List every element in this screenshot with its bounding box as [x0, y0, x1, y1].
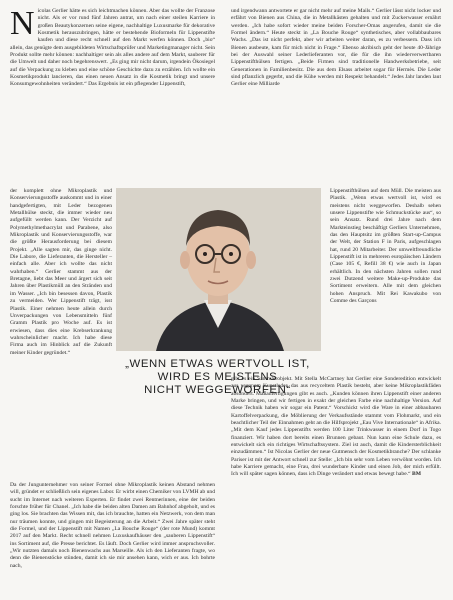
article-column-right-top: [231, 8, 441, 89]
article-column-left-top: [10, 5, 215, 89]
article-column-left-bottom: [10, 482, 215, 570]
article-text: der komplett ohne Mikroplastik und Konservierungsstoffe auskommt und in einer handgefertigten, mit Leder bezogenen Metallhülse steckt, die immer wieder neu aufgefüllt werden kann. Der Verzicht auf Polymethylmethacrylat und Parabene, also Mikroplastik und Konservierungsstoffe, war die größte Herausforderung bei diesem Projekt. „Alle sagten mir, das ginge nicht. Die Labore, die Lieferanten, die Hersteller – einfach alle. Aber ich wollte das nicht wahrhaben.“ Gerlier stammt aus der Bretagne, liebt das Meer und ärgert sich seit Jahren über Plastikmüll an den Stränden und im Wasser. „Ich bin besessen davon, Plastik zu vermeiden. Wer Lippenstift trägt, isst Plastik. Einer nehmen heute allein durch Unverpackungen von Lebensmitteln fünf Gramm Plastik pro Woche auf. Es ist erwiesen, dass dies eine Krebserkrankung wahrscheinlicher macht. Ich habe diese Firma auch im Hinblick auf die Zukunft meiner Kinder gegründet.“: [10, 188, 112, 356]
portrait-illustration: [116, 188, 321, 351]
article-paragraph: [10, 5, 215, 89]
author-signoff: BM: [411, 471, 421, 478]
article-text: und irgendwann antwortete er gar nicht mehr auf meine Mails.“ Gerlier lässt nicht locker und erfährt von Bienen aus China, die in Metallkästen gehalten und mit Zuckerwasser ernährt werden. „Ich habe sofort wieder meine beiden Forscher-Omas angerufen, damit sie die Formel ändern.“ Heute steckt in „La Bouche Rouge“ synthetisches, aber vollabbaubares Wachs. „Das ist nicht perfekt, aber wir arbeiten weiter daran, es zu verbessern. Dass ich Bienen ausbeute, kam für mich nicht in Frage.“ Ebenso akribisch geht der heute 40-Jährige bei der Auswahl seiner Lederlieferanten vor, die für die ihn wiederverwertbaren Lippenstifthülsen fertigen. „Beide Firmen sind traditionelle Handwerksbetriebe, seit Generationen in Familienbesitz. Die aus dem Elsass arbeitet sogar für Hermès. Die Leder sind pflanzlich gegerbt, und die Kühe werden mit Respekt behandelt.“ Jedes Jahr landen laut Gerlier eine Milliarde: [231, 8, 441, 88]
article-text: gibt es ein Sammlerobjekt. Mit Stella McCartney hat Gerlier eine Sonderedition entwickelt aus veganem Kunstleder, das aus recyceltem Plastik besteht, aber keine Mikroplastikfäden absondert. Maßanfertigungen gibt es auch. „Kunden können ihren Lippenstift einer anderen Marke bringen, und wir fertigen in exakt der gleichen Farbe eine nachhaltige Version. Auf diese Technik haben wir sogar ein Patent.“ Vorschickt wird die Ware in einer abbaubaren Kartoffelverpackung, die Möblierung der Verkaufsstände stammt vom Flohmarkt, und ein beachtlicher Teil der Einnahmen geht an die Hilfsprojekt „Eau Vive Internationale“ in Afrika. „Mit dem Kauf jedes Lippenstifts werden 100 Liter Trinkwasser in einem Dorf in Togo finanziert. Wir haben dort bereits einen Brunnen gebaut. Nun kann eine Schule dazu, es entwickelt sich ein richtiges Wirtschaftssystem. Ziel ist auch, damit die Kindersterblichkeit einzudämmen.“ Ist Nicolas Gerlier der neue Gutmensch der Kosmetikbranche? Der schlanke Pariser ist mit der Antwort schnell zur Stelle: „Ich bin sehr vom Leben verwöhnt worden. Ich habe Karriere gemacht, eine Frau, drei wunderbare Kinder und einen Job, der mich erfüllt. Ich will später sagen können, dass ich Dinge verändert und etwas bewegt habe.“: [231, 376, 441, 478]
pull-quote-line: NICHT WEGGEWORFEN“: [144, 384, 291, 396]
pull-quote-line: „WENN ETWAS WERTVOLL IST,: [125, 358, 310, 370]
drop-cap: N: [10, 5, 35, 42]
article-text: icolas Gerlier hätte es sich leichtmachen können. Aber das wollte der Franzose nicht. Als er vor rund fünf Jahren antrat, um nach einer steilen Karriere in großen Beautykonzernen seine eigene, nachhaltige Luxusmarke für dekorative Kosmetik herauszubringen, hätte er bestehende Bioformeln für Lippenstifte kaufen und diese recht schnell auf den Markt werfen können. Doch „bio“ allein, das genügte dem ausgebildeten Wirtschaftsprüfer und Marketingmanager nicht. Sein Produkt sollte mehr können: nachhaltiger sein als alles andere auf dem Markt, sauberer für die Umwelt und daher noch begehrenswert. „Es ging mir nicht darum, irgendein Ökosiegel auf die Verpackung zu kleben und eine schöne Geschichte dazu zu erzählen. Ich wollte ein Kosmetikprodukt lancieren, das einen neuen Ansatz in die Kosmetik bringt und unsere Konsumgewohnheiten verändert.“ Das Ergebnis ist ein pflegender Lippenstift,: [10, 8, 215, 88]
article-column-right-narrow: [330, 188, 441, 306]
article-column-right-bottom: [231, 376, 441, 479]
pull-quote-line: WIRD ES MEISTENS: [157, 371, 278, 383]
article-text: Da der Jungunternehmer von seiner Formel ohne Mikroplastik keinen Abstand nehmen will, gründet er schließlich sein eigenes Labor. Er wirbt einen Chemiker von LVMH ab und sucht im Internet nach weiteren Experten. Er findet zwei Rentnerinnen, eine der beiden forschte früher für Chanel. „Ich habe die beiden alten Damen am Bahnhof abgeholt, und es ging los. Sie brachten das Wissen mit, das ich brauchte, hatten ein Netzwerk, von dem man nur träumen konnte, und gingen mit Begeisterung an die Arbeit.“ Zwei Jahre später steht die Formel, und der Lippenstift mit Namen „La Bouche Rouge“ (der rote Mund) kommt 2017 auf den Markt. Recht schnell nehmen Luxuskaufhäuser den „sauberen Lippenstift“ ins Sortiment auf, die Presse berichtet. Es läuft. Doch Gerlier wird immer anspruchsvoller. „Wir nutzten damals noch Bienenwachs aus Marseille. Als ich den Lieferanten fragte, wo denn die Bienenstöcke stünden, damit ich sie mir ansehen kann, wich er aus. Ich bohrte nach,: [10, 482, 215, 569]
article-column-left-narrow: [10, 188, 112, 357]
portrait-photo: [116, 188, 321, 351]
article-paragraph: [231, 376, 441, 479]
article-text: Lippenstifthülsen auf dem Müll. Die meisten aus Plastik. „Wenn etwas wertvoll ist, wird es meistens nicht weggeworfen. Deshalb sehen unsere Lippenstifte wie Schmuckstücke aus“, so sein Ansatz. Rund drei Jahre nach dem Markteinstieg beschäftigt Gerliers Unternehmen, das den Hauptsitz im größten Start-up-Campus der Welt, der Station F in Paris, aufgeschlagen hat, rund 20 Mitarbeiter. Der umweltfreundliche Lippenstift ist in mehreren europäischen Ländern (Case 105 €, Refill 38 €) wie auch in Japan erhältlich. In den nächsten Jahren sollen rund zwei Dutzend weitere Make-up-Produkte das Sortiment erweitern. Alle mit dem gleichen hohen Anspruch. Mit Rei Kawakubo von Comme des Garçons: [330, 188, 441, 305]
